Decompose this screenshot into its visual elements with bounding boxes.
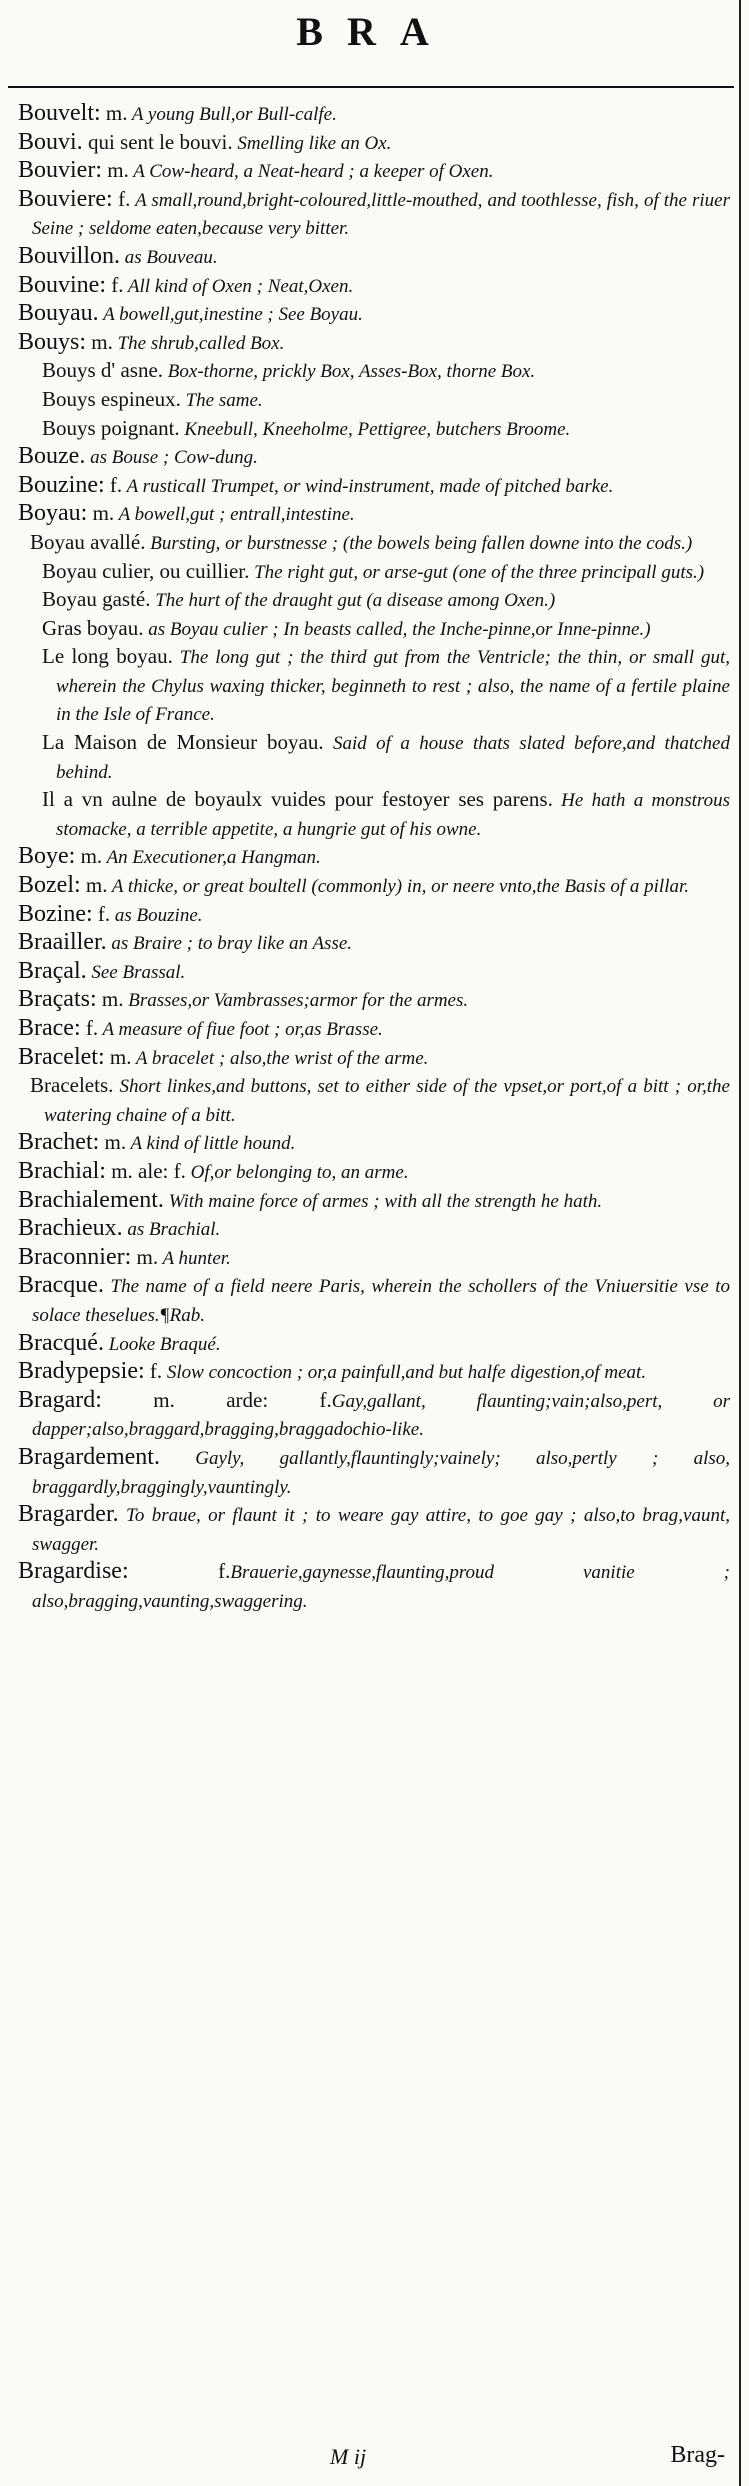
entry-grammar: m. [99, 1130, 127, 1155]
entry-grammar: f. [80, 1016, 99, 1040]
entry-grammar: m. [100, 101, 128, 125]
entry-grammar: m. ale: f. [105, 1158, 186, 1183]
entry-definition: Brauerie,gaynesse,flaunting,proud vanitie ; also,bragging,vaunting,swaggering. [32, 1562, 730, 1612]
entry-headword: Brachieux. [18, 1215, 123, 1242]
entry-headword: Braconnier: [18, 1243, 132, 1270]
catchword: Brag- [670, 2442, 725, 2468]
entry-definition: The hurt of the draught gut (a disease among Oxen.) [150, 590, 556, 612]
dictionary-entry [18, 243, 730, 272]
dictionary-entry [18, 472, 730, 501]
entry-definition: as Boyau culier ; In beasts called, the Inche-pinne,or Inne-pinne.) [143, 618, 651, 640]
entry-headword: Il a vn aulne de boyaulx vuides pour festoyer ses parens. [42, 787, 553, 812]
signature-mark: M ij [330, 2444, 367, 2469]
dictionary-entry [18, 300, 730, 329]
entry-headword: Bragardement. [18, 1443, 160, 1470]
entry-definition: as Bouzine. [110, 904, 203, 926]
dictionary-entry [18, 1072, 730, 1129]
entry-grammar: m. [87, 501, 115, 526]
entry-definition: To braue, or flaunt it ; to weare gay attire, to goe gay ; also,to brag,vaunt, swagger. [32, 1505, 730, 1555]
dictionary-entry [18, 558, 730, 587]
entry-headword: Bradypepsie: [18, 1358, 145, 1385]
entry-definition: A Cow-heard, a Neat-heard ; a keeper of Oxen. [128, 161, 494, 183]
dictionary-entry [18, 357, 730, 386]
dictionary-entry [18, 1387, 730, 1444]
entry-grammar: m. [86, 329, 113, 354]
entry-grammar: m. [102, 158, 129, 183]
entries-list [18, 100, 730, 1615]
entry-definition: A small,round,bright-coloured,little-mouthed, and toothlesse, fish, of the riuer Seine ; seldome eaten,because very bitter. [32, 189, 730, 240]
dictionary-entry [18, 1044, 730, 1073]
dictionary-entry [18, 1272, 730, 1329]
entry-headword: Boyau gasté. [42, 587, 151, 612]
entry-headword: Bozel: [18, 872, 81, 899]
entry-headword: Bracque. [18, 1272, 104, 1299]
page-footer [0, 2444, 749, 2480]
entry-definition: A thicke, or great boultell (commonly) in, or neere vnto,the Basis of a pillar. [107, 876, 690, 898]
entry-headword: Bouvine: [18, 271, 106, 298]
entry-headword: Bouzine: [18, 471, 105, 498]
dictionary-entry [18, 1501, 730, 1558]
dictionary-entry [18, 1358, 730, 1387]
entry-definition: The same. [180, 389, 263, 411]
entry-definition: He hath a monstrous stomacke, a terrible appetite, a hungrie gut of his owne. [56, 790, 730, 840]
dictionary-entry [18, 958, 730, 987]
dictionary-entry [18, 1244, 730, 1273]
entry-definition: Slow concoction ; or,a painfull,and but halfe digestion,of meat. [162, 1362, 647, 1384]
entry-definition: as Bouse ; Cow-dung. [85, 447, 258, 469]
entry-definition: With maine force of armes ; with all the strength he hath. [163, 1190, 603, 1212]
entry-definition: A hunter. [158, 1247, 231, 1269]
entry-headword: Brachialement. [18, 1186, 164, 1213]
entry-grammar: f. [144, 1359, 163, 1384]
entry-headword: Bragardise: [18, 1558, 129, 1585]
entry-definition: See Brassal. [86, 961, 186, 983]
entry-headword: Bouze. [18, 443, 86, 470]
dictionary-entry [18, 1215, 730, 1244]
entry-grammar: m. [131, 1244, 159, 1269]
right-margin-rule [739, 0, 741, 2486]
entry-definition: An Executioner,a Hangman. [102, 847, 321, 869]
dictionary-entry [18, 186, 730, 243]
entry-definition: Gayly, gallantly,flauntingly;vainely; also,pertly ; also, braggardly,braggingly,vauntingly. [32, 1447, 730, 1498]
entry-headword: Boye: [18, 843, 76, 870]
entry-grammar: f. [106, 272, 124, 297]
entry-definition: Bursting, or burstnesse ; (the bowels being fallen downe into the cods.) [145, 532, 693, 554]
entry-definition: The name of a field neere Paris, wherein the schollers of the Vniuersitie vse to solace theselues.¶Rab. [32, 1276, 730, 1326]
dictionary-entry [18, 415, 730, 444]
entry-headword: Bouvier: [18, 157, 102, 184]
dictionary-entry [18, 929, 730, 958]
entry-definition: The shrub,called Box. [112, 332, 285, 354]
dictionary-entry [18, 1187, 730, 1216]
entry-grammar: f. [112, 186, 131, 211]
dictionary-entry [18, 1158, 730, 1187]
entry-headword: Bracelets. [30, 1073, 114, 1098]
dictionary-entry [18, 729, 730, 786]
entry-definition: All kind of Oxen ; Neat,Oxen. [123, 275, 354, 297]
dictionary-entry [18, 386, 730, 415]
dictionary-entry [18, 615, 730, 644]
dictionary-entry [18, 1015, 730, 1044]
dictionary-entry [18, 529, 730, 558]
entry-headword: Bozine: [18, 900, 93, 927]
entry-headword: Brachial: [18, 1157, 106, 1184]
entry-headword: Braailler. [18, 929, 107, 956]
dictionary-entry [18, 100, 730, 129]
entry-definition: Of,or belonging to, an arme. [185, 1161, 409, 1183]
entry-headword: Braçal. [18, 957, 87, 984]
entry-headword: Brachet: [18, 1129, 100, 1156]
dictionary-entry [18, 1444, 730, 1501]
entry-headword: Le long boyau. [42, 644, 173, 669]
entry-headword: Bouviere: [18, 185, 113, 212]
dictionary-entry [18, 872, 730, 901]
header-rule [8, 86, 734, 88]
entry-grammar: m. [96, 987, 124, 1012]
entry-definition: Kneebull, Kneeholme, Pettigree, butchers Broome. [179, 418, 571, 440]
entry-definition: A young Bull,or Bull-calfe. [127, 104, 337, 125]
entry-definition: A bracelet ; also,the wrist of the arme. [131, 1047, 429, 1069]
dictionary-entry [18, 329, 730, 358]
entry-headword: Gras boyau. [42, 615, 144, 640]
entry-grammar: m. [104, 1044, 132, 1069]
dictionary-entry [18, 1330, 730, 1359]
entry-definition: Box-thorne, prickly Box, Asses-Box, thorne Box. [163, 361, 536, 383]
entry-definition: Gay,gallant, flaunting;vain;also,pert, or dapper;also,braggard,bragging,braggadochio-like. [32, 1390, 730, 1441]
entry-definition: A kind of little hound. [126, 1133, 296, 1155]
entry-definition: as Bouveau. [120, 246, 218, 268]
dictionary-entry [18, 443, 730, 472]
dictionary-entry [18, 901, 730, 930]
entry-headword: Bouys d' asne. [42, 358, 164, 383]
entry-headword: Bracqué. [18, 1329, 104, 1356]
entry-headword: Bracelet: [18, 1043, 105, 1070]
entry-definition: as Braire ; to bray like an Asse. [106, 933, 353, 955]
entry-headword: Boyau: [18, 500, 88, 527]
entry-headword: Bouvillon. [18, 242, 121, 269]
dictionary-entry [18, 272, 730, 301]
dictionary-entry [18, 1129, 730, 1158]
entry-headword: Bouys poignant. [42, 415, 180, 440]
entry-headword: Bouvi. [18, 128, 83, 155]
dictionary-entry [18, 986, 730, 1015]
dictionary-entry [18, 643, 730, 729]
entry-headword: Bragarder. [18, 1501, 119, 1528]
entry-definition: Looke Braqué. [103, 1333, 221, 1355]
entry-grammar: f. [104, 472, 123, 497]
entry-definition: The long gut ; the third gut from the Ventricle; the thin, or small gut, wherein the Chylus waxing thicker, beginneth to rest ; also, the name of a fertile plaine in the Isle of France. [56, 647, 730, 726]
entry-headword: Boyau culier, ou cuillier. [42, 558, 250, 583]
entry-grammar: f. [92, 901, 111, 926]
entry-definition: as Brachial. [122, 1219, 221, 1241]
entry-headword: Bragard: [18, 1386, 102, 1413]
entry-definition: The right gut, or arse-gut (one of the three principall guts.) [249, 561, 705, 583]
entry-grammar: f. [128, 1559, 231, 1584]
dictionary-entry [18, 1558, 730, 1615]
entry-definition: A measure of fiue foot ; or,as Brasse. [98, 1019, 383, 1040]
dictionary-entry [18, 843, 730, 872]
entry-headword: Brace: [18, 1015, 81, 1041]
entry-headword: Boyau avallé. [30, 529, 146, 554]
entry-definition: Said of a house thats slated before,and thatched behind. [56, 733, 730, 783]
entry-headword: Bouvelt: [18, 100, 101, 126]
dictionary-entry [18, 129, 730, 158]
entry-grammar: m. arde: f. [101, 1387, 332, 1412]
page-header: BRA [296, 9, 453, 54]
dictionary-entry [18, 500, 730, 529]
dictionary-entry [18, 157, 730, 186]
entry-grammar: m. [75, 844, 103, 869]
entry-headword: Bouyau. [18, 300, 99, 327]
entry-headword: Braçats: [18, 986, 97, 1013]
entry-grammar: qui sent le bouvi. [82, 129, 233, 154]
entry-definition: A rusticall Trumpet, or wind-instrument, made of pitched barke. [122, 475, 614, 497]
entry-grammar: m. [80, 873, 108, 898]
entry-definition: Brasses,or Vambrasses;armor for the armes. [123, 990, 469, 1012]
entry-definition: A bowell,gut ; entrall,intestine. [114, 504, 355, 526]
dictionary-entry [18, 786, 730, 843]
entry-headword: La Maison de Monsieur boyau. [42, 730, 324, 755]
entry-headword: Bouys espineux. [42, 386, 181, 411]
entry-definition: Short linkes,and buttons, set to either side of the vpset,or port,of a bitt ; or,the watering chaine of a bitt. [44, 1076, 730, 1126]
entry-definition: Smelling like an Ox. [232, 132, 392, 154]
dictionary-entry [18, 586, 730, 615]
entry-headword: Bouys: [18, 328, 87, 355]
entry-definition: A bowell,gut,inestine ; See Boyau. [98, 304, 363, 326]
